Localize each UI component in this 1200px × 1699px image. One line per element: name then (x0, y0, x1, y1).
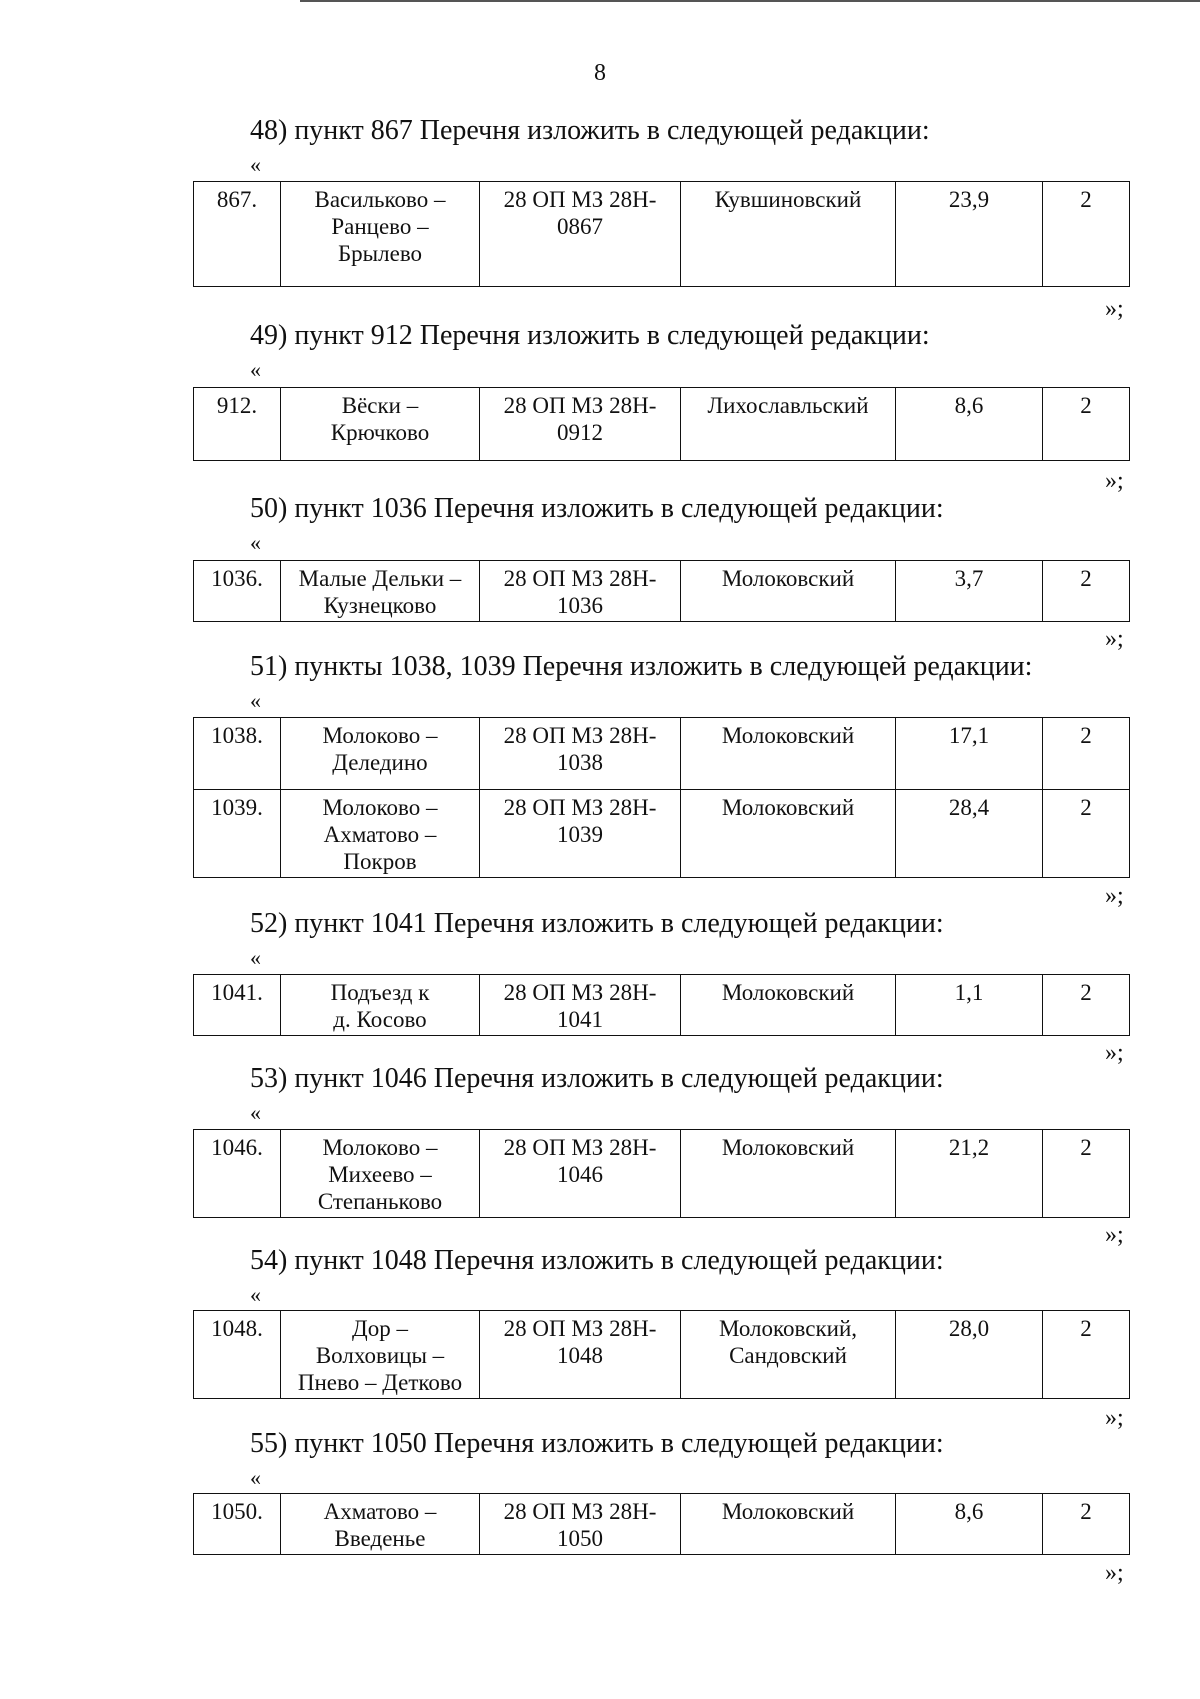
table-row (194, 975, 1130, 1036)
district-cell (681, 718, 896, 790)
district-cell (681, 182, 896, 287)
closing-quote-mark: »; (1105, 626, 1124, 652)
road-code-cell (480, 182, 681, 287)
road-code-cell (480, 975, 681, 1036)
name-line: Вёски – (341, 393, 419, 418)
district-line: Молоковский (721, 980, 855, 1005)
road-length-cell: 8,6 (896, 1494, 1043, 1555)
road-code-cell (480, 388, 681, 461)
amendment-heading: 55) пункт 1050 Перечня изложить в следующей редакции: (250, 1428, 944, 1459)
code-line: 28 ОП МЗ 28Н- (503, 1499, 657, 1524)
code-line: 1050 (557, 1526, 603, 1551)
code-line: 1038 (557, 750, 603, 775)
item-number-cell: 1046. (194, 1130, 281, 1218)
code-line: 28 ОП МЗ 28Н- (503, 1316, 657, 1341)
district-cell (681, 790, 896, 878)
district-cell (681, 1311, 896, 1399)
road-category-cell: 2 (1043, 388, 1130, 461)
code-line: 28 ОП МЗ 28Н- (503, 723, 657, 748)
code-line: 28 ОП МЗ 28Н- (503, 1135, 657, 1160)
road-length-cell: 8,6 (896, 388, 1043, 461)
table-row (194, 388, 1130, 461)
code-line: 1041 (557, 1007, 603, 1032)
road-name-cell (281, 561, 480, 622)
road-length-cell: 17,1 (896, 718, 1043, 790)
code-line: 28 ОП МЗ 28Н- (503, 795, 657, 820)
road-length-cell: 3,7 (896, 561, 1043, 622)
road-category-cell: 2 (1043, 718, 1130, 790)
name-line: Молоково – (322, 723, 438, 748)
road-code-cell (480, 718, 681, 790)
road-category-cell: 2 (1043, 561, 1130, 622)
district-line: Молоковский (721, 1499, 855, 1524)
closing-quote-mark: »; (1105, 1222, 1124, 1248)
road-length-cell: 23,9 (896, 182, 1043, 287)
name-line: Молоково – (322, 1135, 438, 1160)
road-category-cell: 2 (1043, 1311, 1130, 1399)
closing-quote-mark: »; (1105, 296, 1124, 322)
name-line: Дор – (352, 1316, 408, 1341)
code-line: 1036 (557, 593, 603, 618)
road-length-cell: 28,4 (896, 790, 1043, 878)
district-cell (681, 1130, 896, 1218)
road-register-table (193, 1310, 1130, 1399)
road-category-cell: 2 (1043, 975, 1130, 1036)
district-line: Кувшиновский (714, 187, 862, 212)
amendment-heading: 54) пункт 1048 Перечня изложить в следующей редакции: (250, 1245, 944, 1276)
road-category-cell: 2 (1043, 182, 1130, 287)
road-category-cell: 2 (1043, 790, 1130, 878)
closing-quote-mark: »; (1105, 1040, 1124, 1066)
road-register-table (193, 974, 1130, 1036)
road-length-cell: 28,0 (896, 1311, 1043, 1399)
item-number-cell: 912. (194, 388, 281, 461)
code-line: 28 ОП МЗ 28Н- (503, 566, 657, 591)
opening-quote-mark: « (250, 530, 261, 555)
code-line: 0912 (557, 420, 603, 445)
name-line: Ранцево – (331, 214, 429, 239)
amendment-heading: 52) пункт 1041 Перечня изложить в следующей редакции: (250, 908, 944, 939)
table-row (194, 1130, 1130, 1218)
item-number-cell: 1041. (194, 975, 281, 1036)
name-line: Пнево – Детково (297, 1370, 463, 1395)
code-line: 1039 (557, 822, 603, 847)
road-code-cell (480, 561, 681, 622)
name-line: Введенье (334, 1526, 426, 1551)
table-row (194, 561, 1130, 622)
closing-quote-mark: »; (1105, 1560, 1124, 1586)
road-name-cell (281, 388, 480, 461)
table-row (194, 1494, 1130, 1555)
name-line: Михеево – (328, 1162, 432, 1187)
road-register-table (193, 181, 1130, 287)
opening-quote-mark: « (250, 357, 261, 382)
opening-quote-mark: « (250, 1465, 261, 1490)
item-number-cell: 1050. (194, 1494, 281, 1555)
road-name-cell (281, 790, 480, 878)
district-line: Лихославльский (707, 393, 869, 418)
road-register-table (193, 1129, 1130, 1218)
road-category-cell: 2 (1043, 1494, 1130, 1555)
table-row (194, 182, 1130, 287)
closing-quote-mark: »; (1105, 468, 1124, 494)
road-name-cell (281, 1311, 480, 1399)
opening-quote-mark: « (250, 1282, 261, 1307)
code-line: 28 ОП МЗ 28Н- (503, 980, 657, 1005)
name-line: Ахматово – (323, 1499, 437, 1524)
road-register-table (193, 717, 1130, 878)
opening-quote-mark: « (250, 1100, 261, 1125)
road-name-cell (281, 182, 480, 287)
opening-quote-mark: « (250, 945, 261, 970)
page-number: 8 (594, 60, 606, 86)
name-line: Молоково – (322, 795, 438, 820)
code-line: 28 ОП МЗ 28Н- (503, 187, 657, 212)
road-length-cell: 1,1 (896, 975, 1043, 1036)
name-line: Ахматово – Покров (323, 822, 437, 874)
closing-quote-mark: »; (1105, 1405, 1124, 1431)
amendment-heading: 51) пункты 1038, 1039 Перечня изложить в следующей редакции: (250, 651, 1033, 682)
code-line: 28 ОП МЗ 28Н- (503, 393, 657, 418)
name-line: Васильково – (314, 187, 446, 212)
district-line: Молоковский (721, 795, 855, 820)
name-line: Волховицы – (315, 1343, 445, 1368)
page-top-edge (300, 0, 1200, 2)
road-code-cell (480, 1494, 681, 1555)
district-line: Молоковский, (718, 1316, 858, 1341)
item-number-cell: 1039. (194, 790, 281, 878)
name-line: д. Косово (333, 1007, 427, 1032)
road-code-cell (480, 790, 681, 878)
amendment-heading: 50) пункт 1036 Перечня изложить в следующей редакции: (250, 493, 944, 524)
name-line: Деледино (332, 750, 428, 775)
road-name-cell (281, 718, 480, 790)
item-number-cell: 1038. (194, 718, 281, 790)
road-category-cell: 2 (1043, 1130, 1130, 1218)
road-register-table (193, 387, 1130, 461)
district-cell (681, 561, 896, 622)
table-row (194, 1311, 1130, 1399)
code-line: 1046 (557, 1162, 603, 1187)
road-length-cell: 21,2 (896, 1130, 1043, 1218)
opening-quote-mark: « (250, 688, 261, 713)
road-code-cell (480, 1311, 681, 1399)
code-line: 1048 (557, 1343, 603, 1368)
district-line: Сандовский (729, 1343, 847, 1368)
name-line: Подъезд к (330, 980, 430, 1005)
name-line: Брылево (337, 241, 423, 266)
road-code-cell (480, 1130, 681, 1218)
district-cell (681, 388, 896, 461)
district-line: Молоковский (721, 723, 855, 748)
district-line: Молоковский (721, 566, 855, 591)
amendment-heading: 48) пункт 867 Перечня изложить в следующей редакции: (250, 115, 930, 146)
amendment-heading: 49) пункт 912 Перечня изложить в следующей редакции: (250, 320, 930, 351)
closing-quote-mark: »; (1105, 883, 1124, 909)
amendment-heading: 53) пункт 1046 Перечня изложить в следующей редакции: (250, 1063, 944, 1094)
item-number-cell: 1048. (194, 1311, 281, 1399)
item-number-cell: 1036. (194, 561, 281, 622)
road-name-cell (281, 975, 480, 1036)
road-name-cell (281, 1130, 480, 1218)
item-number-cell: 867. (194, 182, 281, 287)
name-line: Степаньково (317, 1189, 443, 1214)
road-register-table (193, 560, 1130, 622)
district-cell (681, 975, 896, 1036)
table-row (194, 718, 1130, 790)
name-line: Малые Дельки – (298, 566, 462, 591)
road-name-cell (281, 1494, 480, 1555)
code-line: 0867 (557, 214, 603, 239)
opening-quote-mark: « (250, 152, 261, 177)
name-line: Кузнецково (323, 593, 437, 618)
table-row (194, 790, 1130, 878)
district-cell (681, 1494, 896, 1555)
district-line: Молоковский (721, 1135, 855, 1160)
road-register-table (193, 1493, 1130, 1555)
name-line: Крючково (330, 420, 430, 445)
